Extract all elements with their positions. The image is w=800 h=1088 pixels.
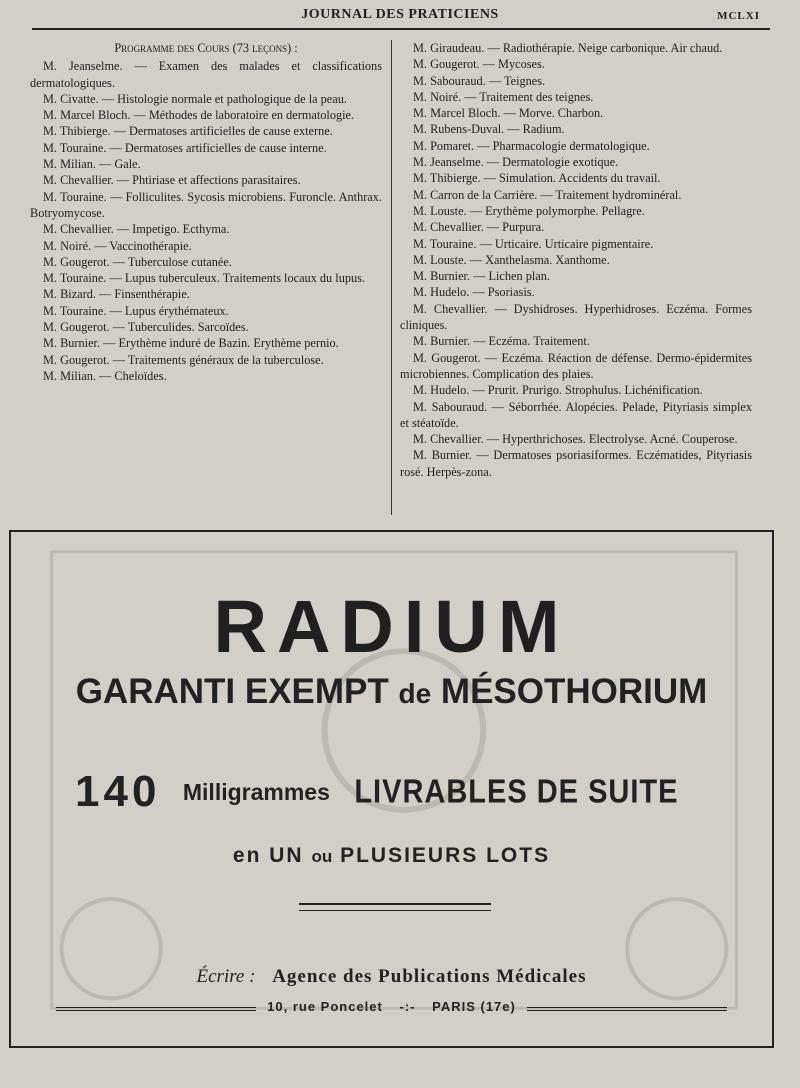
ad-lots — [11, 844, 772, 868]
course-entry: M. Milian. — Cheloïdes. — [43, 368, 167, 383]
course-entry: M. Chevallier. — Phtiriase et affections parasitaires. — [43, 173, 301, 188]
ad-subtitle — [11, 672, 772, 712]
right-entries-list — [400, 40, 752, 480]
course-entry: M. Hudelo. — Psoriasis. — [413, 285, 535, 300]
quantity-unit: Milligrammes — [182, 778, 330, 805]
address-city: PARIS (17e) — [432, 999, 516, 1014]
course-entry: M. Touraine. — Urticaire. Urticaire pigmentaire. — [413, 236, 654, 251]
course-entry: M. Thibierge. — Dermatoses artificielles de cause externe. — [43, 124, 333, 139]
course-entry: M. Burnier. — Lichen plan. — [413, 269, 550, 284]
course-entry: M. Hudelo. — Prurit. Prurigo. Strophulus. Lichénification. — [413, 383, 703, 398]
left-entries-list — [30, 58, 382, 384]
course-entry: M. Louste. — Xanthelasma. Xanthome. — [413, 252, 610, 267]
course-entry: M. Chevallier. — Hyperthrichoses. Electrolyse. Acné. Couperose. — [413, 432, 738, 447]
course-entry: M. Sabouraud. — Teignes. — [413, 73, 546, 88]
course-entry: M. Bizard. — Finsenthérapie. — [43, 287, 190, 302]
course-entry: M. Marcel Bloch. — Morve. Charbon. — [413, 106, 604, 121]
course-entry: M. Touraine. — Dermatoses artificielles de cause interne. — [43, 140, 327, 155]
journal-title: JOURNAL DES PRATICIENS — [301, 7, 499, 22]
lots-part1: en UN — [232, 844, 304, 867]
contact-agency: Agence des Publications Médicales — [272, 966, 587, 987]
course-entry: M. Marcel Bloch. — Méthodes de laboratoire en dermatologie. — [43, 108, 355, 123]
course-entry: M. Milian. — Gale. — [43, 157, 141, 172]
lots-part3: PLUSIEURS LOTS — [340, 844, 551, 867]
ad-contact — [11, 966, 772, 988]
ad-subtitle-part1: GARANTI EXEMPT — [75, 672, 389, 711]
course-entry: M. Louste. — Erythème polymorphe. Pellagre. — [413, 203, 645, 218]
ad-subtitle-part2: de — [398, 678, 432, 709]
course-entry: M. Chevallier. — Dyshidroses. Hyperhidroses. Eczéma. Formes cliniques. — [400, 301, 752, 333]
page-header — [0, 0, 800, 32]
course-entry: M. Chevallier. — Purpura. — [413, 220, 545, 235]
course-entry: M. Gougerot. — Tuberculose cutanée. — [43, 254, 232, 269]
ad-title: RADIUM — [213, 585, 570, 668]
course-entry: M. Gougerot. — Mycoses. — [413, 57, 545, 72]
course-entry: M. Jeanselme. — Examen des malades et classifications dermatologiques. — [30, 59, 382, 90]
course-entry: M. Gougerot. — Traitements généraux de la tuberculose. — [43, 352, 324, 367]
ad-quantity — [75, 767, 678, 817]
course-entry: M. Gougerot. — Eczéma. Réaction de défense. Dermo-épidermites microbiennes. Complication des plaies. — [400, 350, 752, 381]
left-column — [30, 40, 382, 384]
ad-subtitle-part3: MÉSOTHORIUM — [440, 672, 708, 711]
course-entry: M. Gougerot. — Tuberculides. Sarcoïdes. — [43, 320, 249, 335]
course-entry: M. Touraine. — Lupus tuberculeux. Traitements locaux du lupus. — [43, 271, 366, 286]
address-street: 10, rue Poncelet — [267, 999, 383, 1014]
course-entry: M. Touraine. — Lupus érythémateux. — [43, 303, 229, 318]
header-rule — [32, 28, 770, 30]
column-divider — [391, 40, 392, 515]
course-entry: M. Rubens-Duval. — Radium. — [413, 122, 565, 137]
contact-label: Écrire : — [196, 966, 256, 987]
course-entry: M. Thibierge. — Simulation. Accidents du travail. — [413, 171, 661, 186]
course-entry: M. Noiré. — Traitement des teignes. — [413, 89, 594, 104]
course-entry: M. Pomaret. — Pharmacologie dermatologique. — [413, 138, 650, 153]
course-entry: M. Carron de la Carrière. — Traitement hydrominéral. — [413, 187, 682, 202]
lots-part2: ou — [311, 847, 333, 866]
course-entry: M. Burnier. — Eczéma. Traitement. — [413, 334, 590, 349]
course-entry: M. Civatte. — Histologie normale et pathologique de la peau. — [43, 91, 347, 106]
page-number: MCLXI — [717, 10, 760, 22]
course-entry: M. Jeanselme. — Dermatologie exotique. — [413, 155, 619, 170]
course-program-heading: Programme des Cours (73 leçons) : — [114, 41, 298, 55]
course-entry: M. Sabouraud. — Séborrhée. Alopécies. Pelade, Pityriasis simplex et stéatoïde. — [400, 399, 752, 430]
decorative-rule-thin — [299, 910, 491, 911]
course-entry: M. Touraine. — Folliculites. Sycosis microbiens. Furoncle. Anthrax. Botryomycose. — [30, 189, 382, 220]
availability-text: LIVRABLES DE SUITE — [354, 773, 679, 810]
address-separator: -:- — [399, 999, 416, 1014]
ad-address — [11, 999, 772, 1014]
course-entry: M. Giraudeau. — Radiothérapie. Neige carbonique. Air chaud. — [413, 41, 723, 55]
course-entry: M. Chevallier. — Impetigo. Ecthyma. — [43, 222, 230, 237]
quantity-number: 140 — [75, 767, 161, 816]
decorative-rule — [299, 903, 491, 905]
course-entry: M. Noiré. — Vaccinothérapie. — [43, 238, 192, 253]
right-column — [400, 40, 752, 480]
course-entry: M. Burnier. — Dermatoses psoriasiformes. Eczématides, Pityriasis rosé. Herpès-zona. — [400, 448, 752, 479]
radium-advertisement — [9, 530, 774, 1048]
course-entry: M. Burnier. — Erythème induré de Bazin. Erythème pernio. — [43, 336, 339, 351]
